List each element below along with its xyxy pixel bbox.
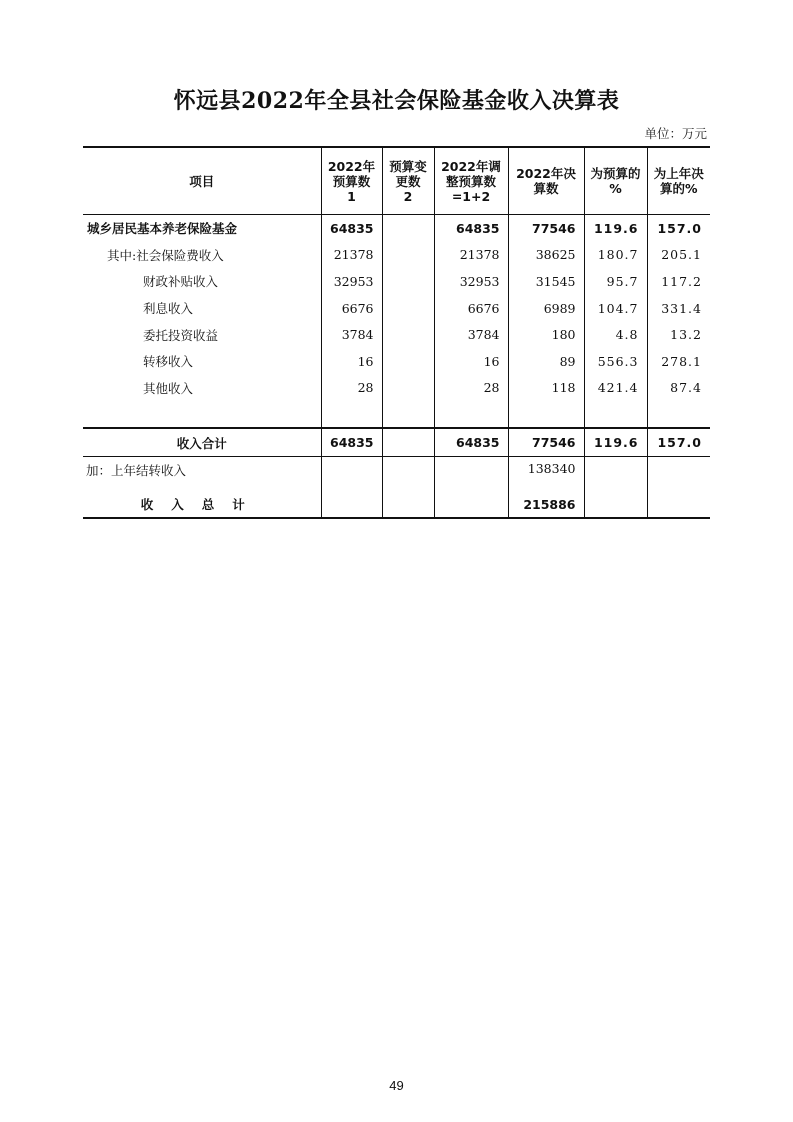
row-change: [382, 268, 434, 295]
table-row: [83, 375, 710, 402]
table-row: [83, 295, 710, 322]
row-name: 其中:社会保险费收入: [107, 247, 224, 263]
fund-final: 77546: [508, 215, 584, 242]
total-final: 77546: [508, 428, 584, 457]
row-pct-last: 278.1: [647, 348, 710, 375]
row-pct-last: 205.1: [647, 242, 710, 269]
fund-adjusted: 64835: [434, 215, 508, 242]
row-pct-budget: 421.4: [584, 375, 647, 402]
total-pct-last: 157.0: [647, 428, 710, 457]
row-budget: 21378: [321, 242, 382, 269]
total-adjusted: 64835: [434, 428, 508, 457]
fund-row: [83, 215, 710, 242]
row-adjusted: 6676: [434, 295, 508, 322]
row-pct-budget: 556.3: [584, 348, 647, 375]
row-pct-last: 87.4: [647, 375, 710, 402]
row-name: 其他收入: [143, 380, 194, 396]
header-pct-budget: 为预算的 %: [584, 147, 647, 215]
header-item: 项目: [83, 147, 321, 215]
row-adjusted: 16: [434, 348, 508, 375]
row-pct-last: 13.2: [647, 321, 710, 348]
row-change: [382, 242, 434, 269]
fund-name: 城乡居民基本养老保险基金: [87, 221, 238, 237]
row-name: 委托投资收益: [143, 327, 219, 343]
table-row: [83, 321, 710, 348]
row-name: 利息收入: [143, 301, 194, 317]
grand-total-final: 215886: [508, 491, 584, 518]
row-adjusted: 28: [434, 375, 508, 402]
row-budget: 16: [321, 348, 382, 375]
row-final: 38625: [508, 242, 584, 269]
row-change: [382, 321, 434, 348]
row-pct-last: 117.2: [647, 268, 710, 295]
row-adjusted: 3784: [434, 321, 508, 348]
fund-income-table: [83, 146, 710, 519]
grand-total-name: 收入总计: [140, 497, 263, 513]
row-final: 180: [508, 321, 584, 348]
carry-name: 加：上年结转收入: [86, 463, 187, 479]
row-name: 财政补贴收入: [143, 274, 219, 290]
row-pct-budget: 4.8: [584, 321, 647, 348]
row-adjusted: 32953: [434, 268, 508, 295]
row-change: [382, 375, 434, 402]
grand-total-row: [83, 491, 710, 518]
row-budget: 28: [321, 375, 382, 402]
row-budget: 3784: [321, 321, 382, 348]
total-budget: 64835: [321, 428, 382, 457]
header-adjusted: 2022年调 整预算数 =1+2: [434, 147, 508, 215]
total-row: [83, 428, 710, 457]
total-pct-budget: 119.6: [584, 428, 647, 457]
row-pct-budget: 95.7: [584, 268, 647, 295]
fund-pct-last: 157.0: [647, 215, 710, 242]
header-row: [83, 147, 710, 215]
fund-change: [382, 215, 434, 242]
header-budget: 2022年 预算数 1: [321, 147, 382, 215]
total-name: 收入合计: [83, 428, 321, 457]
row-name: 转移收入: [143, 354, 194, 370]
total-change: [382, 428, 434, 457]
fund-pct-budget: 119.6: [584, 215, 647, 242]
carry-final: 138340: [508, 457, 584, 492]
table-row: [83, 268, 710, 295]
table-row: [83, 348, 710, 375]
row-final: 118: [508, 375, 584, 402]
row-final: 31545: [508, 268, 584, 295]
row-change: [382, 348, 434, 375]
row-pct-last: 331.4: [647, 295, 710, 322]
header-change: 预算变 更数 2: [382, 147, 434, 215]
carry-row: [83, 457, 710, 492]
table-row: [83, 242, 710, 269]
page-number: 49: [389, 1078, 404, 1093]
row-pct-budget: 180.7: [584, 242, 647, 269]
row-budget: 32953: [321, 268, 382, 295]
unit-label: 单位：万元: [644, 126, 707, 141]
header-final: 2022年决 算数: [508, 147, 584, 215]
row-adjusted: 21378: [434, 242, 508, 269]
table-title: 怀远县2022年全县社会保险基金收入决算表: [173, 88, 620, 114]
row-budget: 6676: [321, 295, 382, 322]
header-pct-last: 为上年决 算的%: [647, 147, 710, 215]
row-final: 6989: [508, 295, 584, 322]
spacer-row: [83, 401, 710, 428]
row-pct-budget: 104.7: [584, 295, 647, 322]
row-final: 89: [508, 348, 584, 375]
row-change: [382, 295, 434, 322]
fund-budget: 64835: [321, 215, 382, 242]
